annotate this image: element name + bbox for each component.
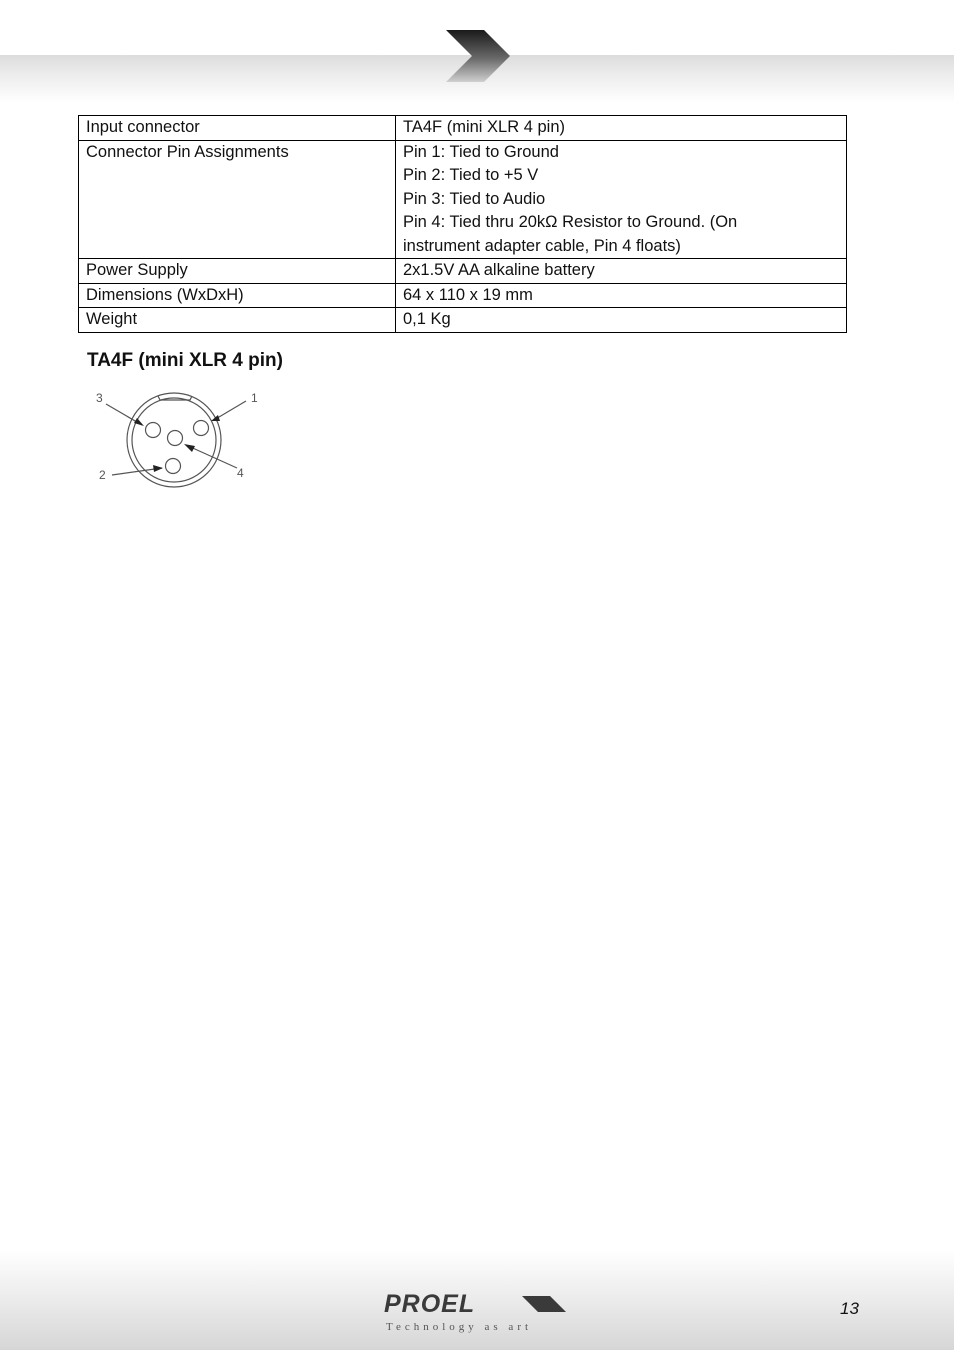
- pin-assignment: Pin 1: Tied to Ground: [403, 142, 559, 161]
- pin-1-icon: [194, 421, 209, 436]
- table-row: [79, 259, 847, 284]
- table-row: [79, 140, 847, 259]
- connector-heading: TA4F (mini XLR 4 pin): [87, 350, 283, 371]
- page-number: 13: [840, 1299, 859, 1318]
- spec-value: 64 x 110 x 19 mm: [396, 283, 847, 308]
- pin-assignment: instrument adapter cable, Pin 4 floats): [403, 236, 681, 255]
- spec-value: TA4F (mini XLR 4 pin): [396, 116, 847, 141]
- specifications-table: [78, 115, 847, 333]
- proel-logo: [384, 1290, 574, 1335]
- chevron-logo-icon: [444, 28, 514, 84]
- pin-2-icon: [166, 459, 181, 474]
- pin-3-icon: [146, 423, 161, 438]
- ta4f-connector-diagram: [92, 388, 262, 488]
- table-row: [79, 308, 847, 333]
- spec-value: [396, 140, 847, 259]
- pin-assignment: Pin 4: Tied thru 20kΩ Resistor to Ground. (On: [403, 213, 738, 231]
- table-row: [79, 283, 847, 308]
- pin-assignment: Pin 3: Tied to Audio: [403, 189, 546, 208]
- spec-value: 2x1.5V AA alkaline battery: [396, 259, 847, 284]
- pin-label: 2: [99, 468, 106, 482]
- pin-label: 4: [237, 466, 244, 480]
- pin-label: 3: [96, 391, 103, 405]
- pin-assignment: Pin 2: Tied to +5 V: [403, 166, 539, 184]
- spec-value: 0,1 Kg: [396, 308, 847, 333]
- pin-label: 1: [251, 391, 258, 405]
- spec-label: Power Supply: [79, 259, 396, 284]
- logo-swoosh-icon: [522, 1296, 566, 1312]
- spec-label: Connector Pin Assignments: [79, 140, 396, 259]
- spec-label: Input connector: [79, 116, 396, 141]
- spec-label: Dimensions (WxDxH): [79, 283, 396, 308]
- pin-4-icon: [168, 431, 183, 446]
- table-row: [79, 116, 847, 141]
- svg-text:Technology as art: Technology as art: [386, 1321, 533, 1333]
- spec-label: Weight: [79, 308, 396, 333]
- svg-text:PROEL: PROEL: [384, 1290, 476, 1318]
